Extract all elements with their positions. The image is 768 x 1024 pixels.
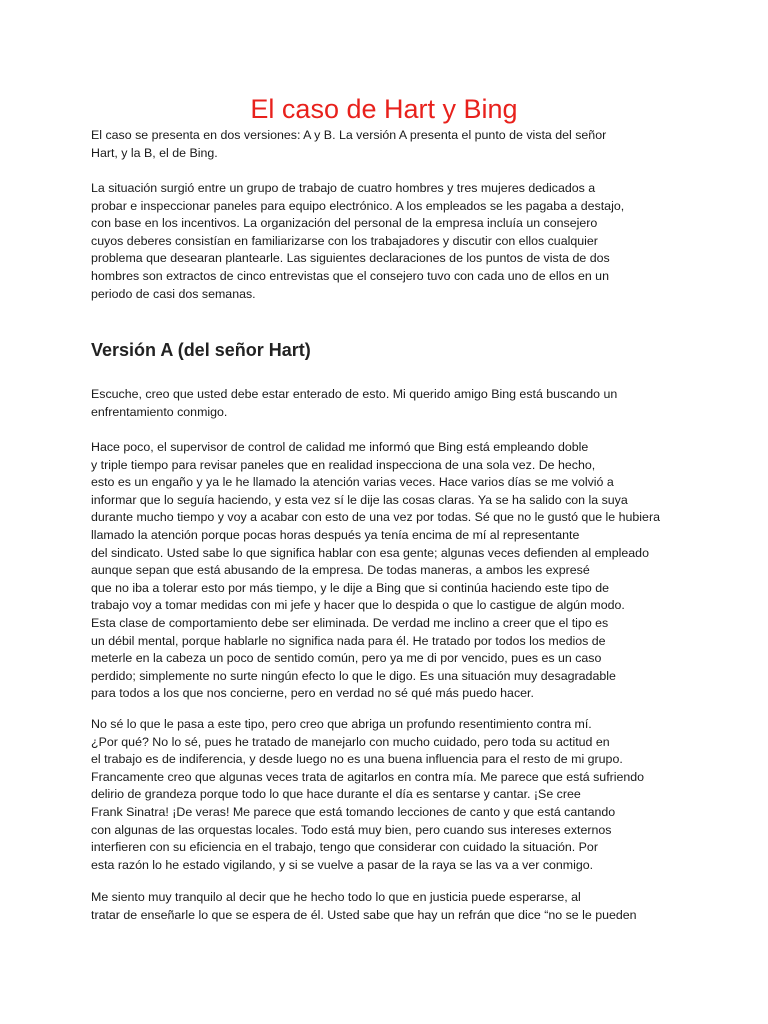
text-line: que no iba a tolerar esto por más tiempo, y le dije a Bing que si continúa haciendo este tipo de [91, 580, 609, 595]
text-line: La situación surgió entre un grupo de trabajo de cuatro hombres y tres mujeres dedicados a [91, 181, 596, 195]
text-line: Hace poco, el supervisor de control de calidad me informó que Bing está empleando doble [91, 440, 589, 454]
text-line: No sé lo que le pasa a este tipo, pero creo que abriga un profundo resentimiento contra mí. [91, 717, 592, 731]
version-a-paragraph-2 [91, 439, 660, 703]
text-line: El caso se presenta en dos versiones: A y B. La versión A presenta el punto de vista del señor [91, 128, 607, 142]
intro-paragraph-1 [91, 127, 606, 162]
text-line: delirio de grandeza porque todo lo que hace durante el día es sentarse y cantar. ¡Se cree [91, 787, 581, 802]
text-line: problema que desearan plantearle. Las siguientes declaraciones de los puntos de vista de dos [91, 251, 610, 266]
text-line: un débil mental, porque hablarle no significa nada para él. He tratado por todos los medios de [91, 633, 606, 648]
text-line: trabajo voy a tomar medidas con mi jefe y hacer que lo despida o que lo castigue de algún modo. [91, 598, 625, 613]
text-line: llamado la atención porque pocas horas después ya tenía encima de mí al representante [91, 527, 580, 542]
text-line: el trabajo es de indiferencia, y desde luego no es una buena influencia para el resto de mi grupo. [91, 752, 623, 767]
text-line: Francamente creo que algunas veces trata de agitarlos en contra mía. Me parece que está sufriendo [91, 769, 645, 784]
text-line: Escuche, creo que usted debe estar enterado de esto. Mi querido amigo Bing está buscando un [91, 387, 618, 401]
text-line: hombres son extractos de cinco entrevistas que el consejero tuvo con cada uno de ellos en un [91, 268, 609, 283]
text-line: esto es un engaño y ya le he llamado la atención varias veces. Hace varios días se me volvió a [91, 475, 614, 490]
text-line: Esta clase de comportamiento debe ser eliminada. De verdad me inclino a creer que el tipo es [91, 615, 609, 630]
version-a-paragraph-1 [91, 386, 617, 421]
text-line: ¿Por qué? No lo sé, pues he tratado de manejarlo con mucho cuidado, pero toda su actitud en [91, 734, 610, 749]
version-a-paragraph-4 [91, 889, 637, 924]
text-line: Frank Sinatra! ¡De veras! Me parece que está tomando lecciones de canto y que está cantando [91, 804, 616, 819]
text-line: durante mucho tiempo y voy a acabar con esto de una vez por todas. Sé que no le gustó que le hubiera [91, 510, 660, 525]
text-line: probar e inspeccionar paneles para equipo electrónico. A los empleados se les pagaba a destajo, [91, 198, 625, 213]
text-line: con algunas de las orquestas locales. Todo está muy bien, pero cuando sus intereses externos [91, 822, 612, 837]
text-line: interfieren con su eficiencia en el trabajo, tengo que considerar con cuidado la situación. Por [91, 840, 598, 855]
document-title: El caso de Hart y Bing [250, 94, 518, 124]
text-line: perdido; simplemente no surte ningún efecto lo que le digo. Es una situación muy desagradable [91, 668, 616, 683]
text-line: informar que lo seguía haciendo, y esta vez sí le dije las cosas claras. Ya se ha salido con la suya [91, 492, 628, 507]
text-line: aunque sepan que está abusando de la empresa. De todas maneras, a ambos les expresé [91, 563, 590, 578]
version-a-paragraph-3 [91, 716, 644, 874]
text-line: tratar de enseñarle lo que se espera de él. Usted sabe que hay un refrán que dice “no se le pueden [91, 907, 637, 922]
text-line: con base en los incentivos. La organización del personal de la empresa incluía un consejero [91, 216, 598, 231]
text-line: periodo de casi dos semanas. [91, 286, 256, 301]
text-line: enfrentamiento conmigo. [91, 404, 228, 419]
text-line: del sindicato. Usted sabe lo que significa hablar con esa gente; algunas veces defienden al empleado [91, 545, 649, 560]
section-heading: Versión A (del señor Hart) [91, 340, 311, 360]
text-line: esta razón lo he estado vigilando, y si se vuelve a pasar de la raya se las va a ver conmigo. [91, 857, 594, 872]
intro-paragraph-2 [91, 180, 624, 303]
text-line: Hart, y la B, el de Bing. [91, 145, 218, 160]
text-line: meterle en la cabeza un poco de sentido común, pero ya me di por vencido, pues es un caso [91, 651, 602, 666]
text-line: Me siento muy tranquilo al decir que he hecho todo lo que en justicia puede esperarse, al [91, 890, 581, 904]
text-line: y triple tiempo para revisar paneles que en realidad inspecciona de una sola vez. De hecho, [91, 457, 596, 472]
text-line: para todos a los que nos concierne, pero en verdad no sé qué más puedo hacer. [91, 686, 534, 701]
text-line: cuyos deberes consistían en familiarizarse con los trabajadores y discutir con ellos cualquier [91, 233, 598, 248]
